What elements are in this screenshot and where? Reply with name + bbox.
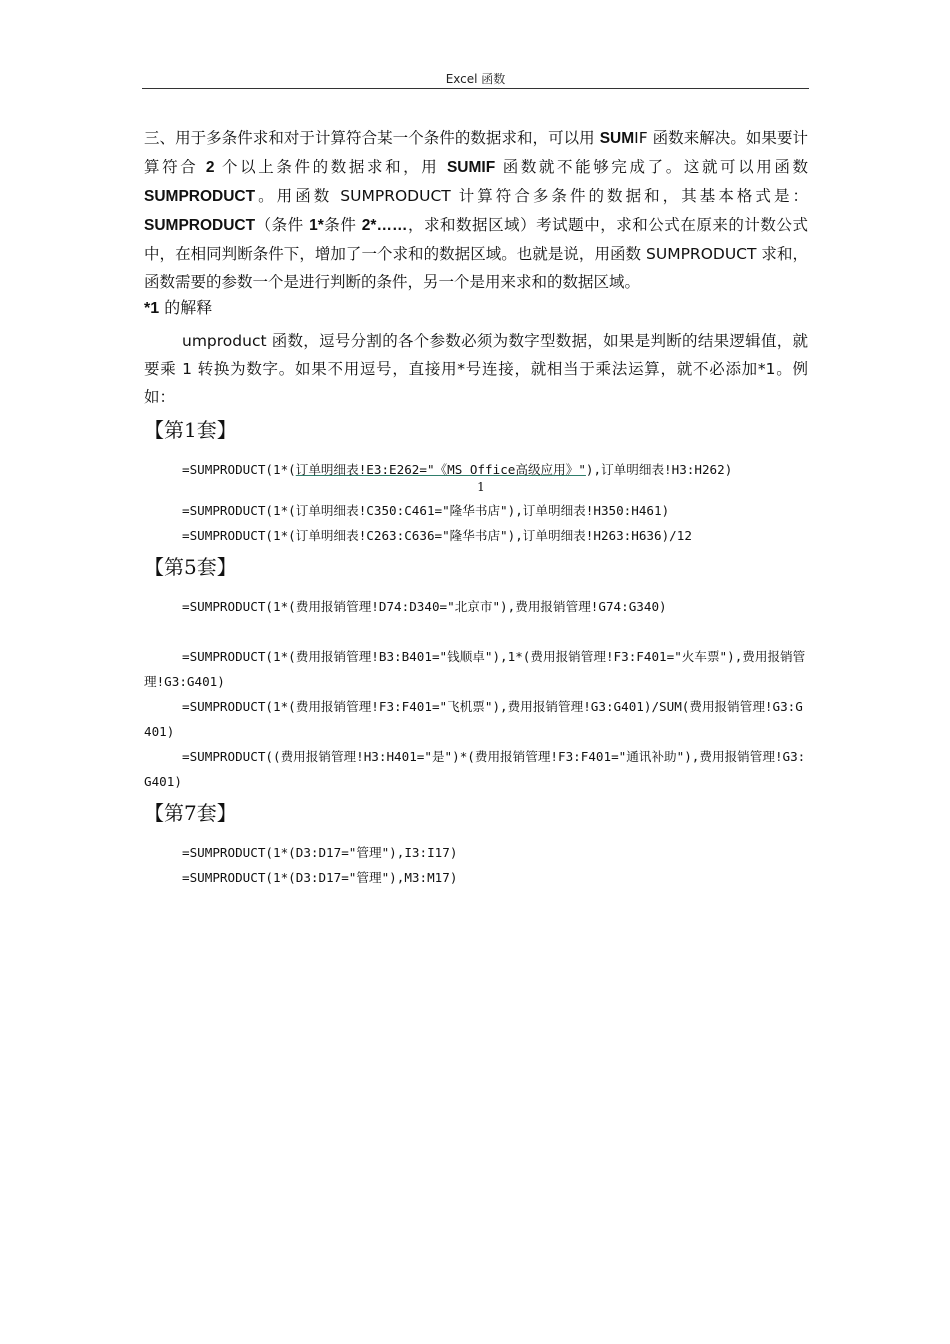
note-paragraph: umproduct 函数，逗号分割的各个参数必须为数字型数据，如果是判断的结果逻辑值，就要乘 1 转换为数字。如果不用逗号，直接用*号连接，就相当于乘法运算，就不必添加*1。例如： xyxy=(144,332,808,406)
intro-text-4: 函数就不能够完成了。这就可以用函数 xyxy=(495,158,809,176)
intro-text-1: 三、用于多条件求和对于计算符合某一个条件的数据求和，可以用 xyxy=(144,129,600,147)
footnote-marker: 1 xyxy=(477,480,485,494)
intro-text-3: 个以上条件的数据求和，用 xyxy=(214,158,447,176)
intro-bold-7: 2*…… xyxy=(361,217,408,234)
intro-paragraph xyxy=(144,124,808,296)
blank-line xyxy=(144,619,808,644)
intro-text-2: IF 函数来解决。如果要计算符合 xyxy=(144,129,808,176)
intro-bold-1: SUM xyxy=(599,130,635,147)
formula-7-1: =SUMPRODUCT(1*(D3:D17="管理"),I3:I17) xyxy=(182,845,458,860)
formula-5-1: =SUMPRODUCT(1*(费用报销管理!D74:D340="北京市"),费用报销管理!G74:G340) xyxy=(182,599,667,614)
formula-1-1-post: ),订单明细表!H3:H262) xyxy=(585,462,733,477)
formula-5-3: =SUMPRODUCT(1*(费用报销管理!F3:F401="飞机票"),费用报销管理!G3:G401)/SUM(费用报销管理!G3:G401) xyxy=(144,699,803,739)
intro-text-6: （条件 xyxy=(255,216,310,234)
note-heading-bold: *1 xyxy=(144,300,160,317)
intro-text-5: 。用函数 SUMPRODUCT 计算符合多条件的数据和，其基本格式是： xyxy=(255,187,808,205)
intro-text-8: ，求和数据区域）考试题中，求和公式在原来的计数公式中，在相同判断条件下，增加了一个求和的数据区域。也就是说，用函数 SUMPRODUCT 求和，函数需要的参数一个是进行判断的条件，另一个是用来求和的数据区域。 xyxy=(144,216,808,291)
note-heading xyxy=(144,296,808,321)
intro-bold-3: SUMIF xyxy=(446,159,496,176)
intro-bold-4: SUMPRODUCT xyxy=(144,188,256,205)
document-body xyxy=(144,124,808,890)
intro-bold-6: 1* xyxy=(309,217,324,234)
formula-1-3: =SUMPRODUCT(1*(订单明细表!C263:C636="隆华书店"),订单明细表!H263:H636)/12 xyxy=(182,528,692,543)
section-title-7: 【第7套】 xyxy=(144,801,237,825)
formula-5-4: =SUMPRODUCT((费用报销管理!H3:H401="是")*(费用报销管理!F3:F401="通讯补助"),费用报销管理!G3:G401) xyxy=(144,749,806,789)
formula-1-1 xyxy=(144,457,808,482)
page-header: Excel 函数 xyxy=(445,72,506,86)
formula-1-1-pre: =SUMPRODUCT(1*( xyxy=(182,462,296,477)
note-heading-text: 的解释 xyxy=(159,298,213,317)
formula-5-2: =SUMPRODUCT(1*(费用报销管理!B3:B401="钱顺卓"),1*(费用报销管理!F3:F401="火车票"),费用报销管理!G3:G401) xyxy=(144,649,806,689)
section-title-1: 【第1套】 xyxy=(144,418,237,442)
formula-1-2: =SUMPRODUCT(1*(订单明细表!C350:C461="隆华书店"),订单明细表!H350:H461) xyxy=(182,503,670,518)
section-title-5: 【第5套】 xyxy=(144,555,237,579)
intro-bold-5: SUMPRODUCT xyxy=(144,217,256,234)
intro-bold-2: 2 xyxy=(205,159,215,176)
formula-7-2: =SUMPRODUCT(1*(D3:D17="管理"),M3:M17) xyxy=(182,870,458,885)
intro-text-7: 条件 xyxy=(323,216,362,234)
formula-1-1-underlined: 订单明细表!E3:E262="《MS Office高级应用》" xyxy=(295,462,586,477)
header-divider xyxy=(142,88,809,89)
